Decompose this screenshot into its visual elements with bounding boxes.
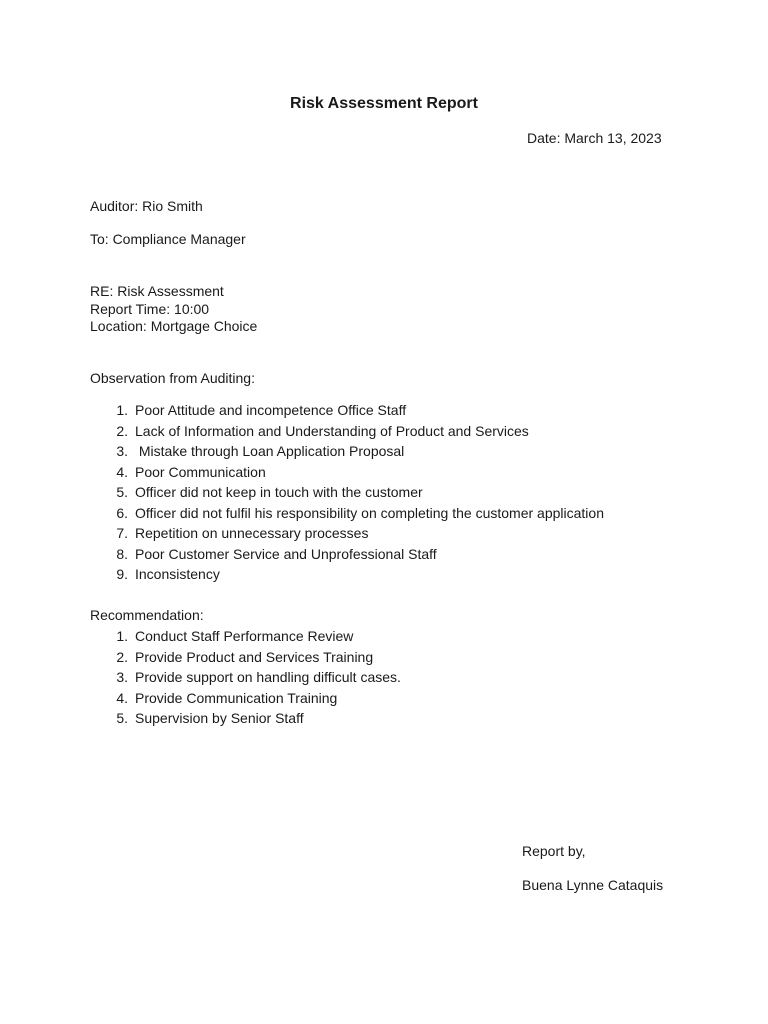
list-text: Provide Communication Training: [135, 689, 338, 706]
recommendation-heading: Recommendation:: [90, 607, 204, 623]
list-text: Poor Attitude and incompetence Office Staff: [135, 402, 407, 418]
list-number: 4.: [116, 689, 128, 706]
list-text: Provide support on handling difficult cases.: [135, 669, 401, 685]
list-text: Mistake through Loan Application Proposal: [135, 443, 405, 459]
auditor-line: Auditor: Rio Smith: [90, 198, 203, 214]
list-number: 5.: [116, 710, 128, 726]
list-number: 6.: [116, 504, 128, 521]
list-number: 1.: [116, 402, 128, 418]
list-number: 8.: [116, 545, 128, 562]
list-text: Officer did not keep in touch with the customer: [135, 484, 423, 500]
signer-name: Buena Lynne Cataquis: [522, 877, 664, 893]
list-number: 2.: [116, 648, 128, 665]
list-text: Conduct Staff Performance Review: [135, 628, 354, 644]
list-text: Lack of Information and Understanding of Product and Services: [135, 422, 529, 439]
list-text: Supervision by Senior Staff: [135, 710, 304, 726]
list-text: Inconsistency: [135, 566, 220, 582]
report-date: Date: March 13, 2023: [527, 130, 662, 146]
subject-block: [90, 283, 257, 336]
list-number: 1.: [116, 628, 128, 644]
list-text: Poor Communication: [135, 463, 266, 480]
subject-line: RE: Risk Assessment: [90, 283, 224, 299]
report-by-label: Report by,: [522, 843, 586, 859]
list-number: 3.: [116, 669, 128, 685]
list-number: 7.: [116, 525, 128, 541]
list-number: 3.: [116, 443, 128, 459]
list-number: 4.: [116, 463, 128, 480]
list-text: Provide Product and Services Training: [135, 648, 374, 665]
list-number: 2.: [116, 422, 128, 439]
list-text: Repetition on unnecessary processes: [135, 525, 369, 541]
observation-heading: Observation from Auditing:: [90, 370, 255, 386]
list-text: Poor Customer Service and Unprofessional Staff: [135, 545, 437, 562]
list-number: 5.: [116, 484, 128, 500]
list-text: Officer did not fulfil his responsibility on completing the customer application: [135, 504, 604, 521]
report-time-line: Report Time: 10:00: [90, 300, 210, 317]
report-title: Risk Assessment Report: [290, 95, 478, 112]
recipient-line: To: Compliance Manager: [90, 231, 246, 247]
location-line: Location: Mortgage Choice: [90, 318, 258, 334]
list-number: 9.: [116, 566, 128, 582]
